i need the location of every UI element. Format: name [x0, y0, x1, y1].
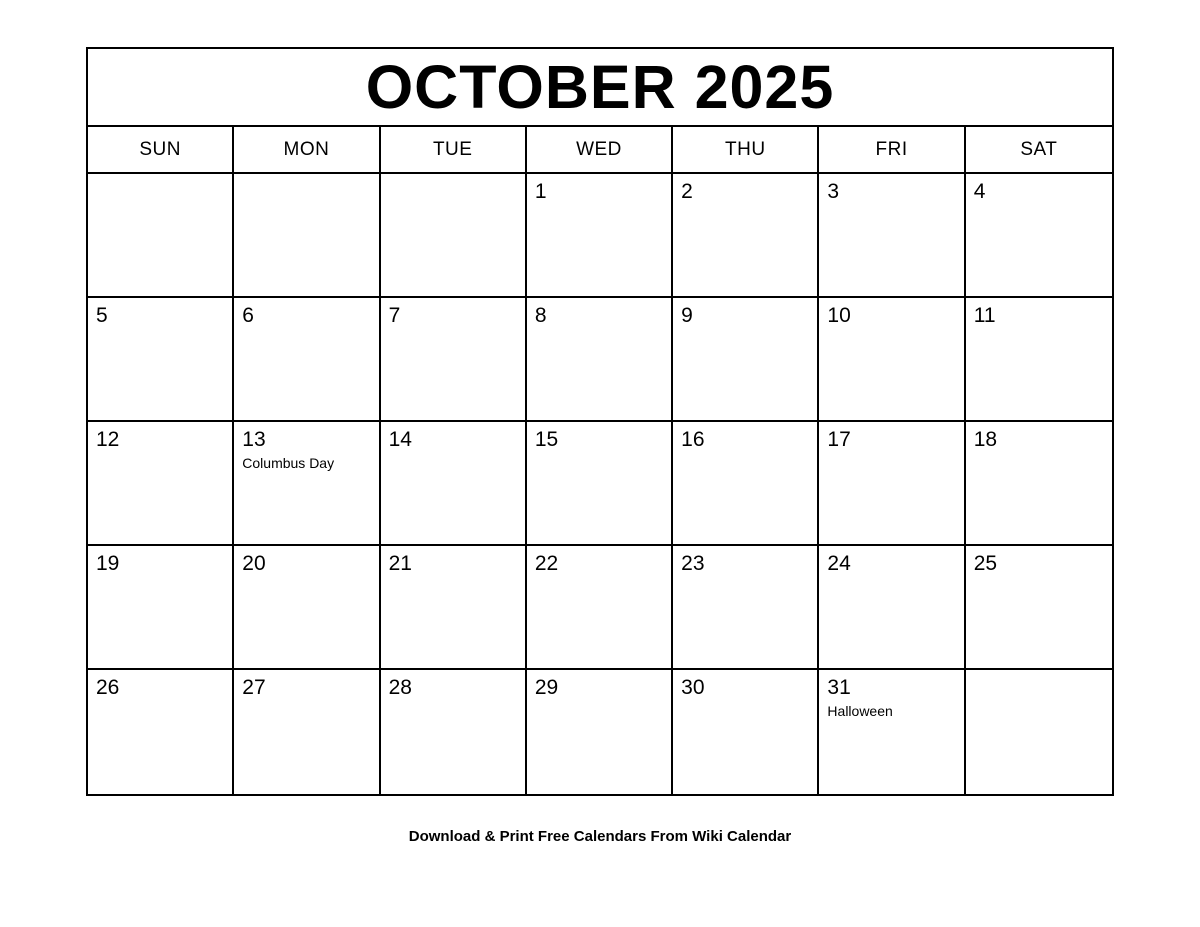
footer-credit	[0, 828, 1200, 845]
day-cell[interactable]	[381, 422, 527, 544]
day-cell[interactable]	[819, 422, 965, 544]
weekday-wed: WED	[527, 127, 673, 172]
day-cell[interactable]	[966, 298, 1112, 420]
day-cell[interactable]	[966, 670, 1112, 794]
day-number: 24	[827, 552, 851, 575]
weekday-header-row	[88, 127, 1112, 174]
weekday-thu: THU	[673, 127, 819, 172]
day-number: 21	[388, 552, 412, 575]
calendar-weeks	[88, 174, 1112, 794]
day-cell[interactable]	[527, 422, 673, 544]
day-number: 8	[534, 304, 547, 327]
day-number: 12	[96, 428, 120, 451]
day-number: 18	[973, 428, 998, 451]
day-number: 19	[96, 552, 120, 575]
week-row	[88, 298, 1112, 422]
day-number: 6	[242, 304, 254, 327]
day-cell[interactable]	[673, 546, 819, 668]
day-cell[interactable]	[88, 670, 234, 794]
day-cell[interactable]	[673, 174, 819, 296]
week-row	[88, 174, 1112, 298]
week-row	[88, 422, 1112, 546]
day-number: 13	[242, 428, 266, 451]
weekday-fri: FRI	[819, 127, 965, 172]
day-cell[interactable]	[966, 174, 1112, 296]
day-cell[interactable]	[527, 298, 673, 420]
day-cell[interactable]	[527, 546, 673, 668]
day-cell[interactable]	[234, 298, 380, 420]
day-number: 16	[681, 428, 705, 451]
day-cell[interactable]	[819, 174, 965, 296]
day-cell[interactable]	[88, 298, 234, 420]
day-cell[interactable]	[527, 174, 673, 296]
day-number: 14	[388, 428, 412, 451]
day-number: 10	[827, 304, 851, 327]
week-row	[88, 670, 1112, 794]
day-cell[interactable]	[819, 298, 965, 420]
day-number: 31	[827, 676, 851, 699]
day-number: 22	[534, 552, 559, 575]
day-cell[interactable]	[527, 670, 673, 794]
day-number: 26	[96, 676, 120, 699]
day-number: 23	[681, 552, 705, 575]
weekday-tue: TUE	[381, 127, 527, 172]
day-number: 15	[534, 428, 559, 451]
day-number: 17	[827, 428, 851, 451]
day-number: 9	[681, 304, 693, 327]
weekday-sun: SUN	[88, 127, 234, 172]
day-cell[interactable]	[234, 174, 380, 296]
day-event: Halloween	[827, 703, 893, 720]
day-cell[interactable]	[234, 546, 380, 668]
page-title: OCTOBER 2025	[365, 52, 835, 121]
day-number: 1	[534, 180, 547, 203]
day-number: 11	[973, 304, 996, 327]
day-cell[interactable]	[234, 422, 380, 544]
day-cell[interactable]	[966, 546, 1112, 668]
calendar-container	[86, 47, 1114, 796]
calendar-title-bar	[88, 49, 1112, 127]
day-number: 29	[534, 676, 559, 699]
week-row	[88, 546, 1112, 670]
day-event: Columbus Day	[242, 455, 335, 472]
day-cell[interactable]	[381, 174, 527, 296]
day-number: 4	[973, 180, 986, 203]
day-number: 30	[681, 676, 705, 699]
day-cell[interactable]	[381, 546, 527, 668]
day-cell[interactable]	[966, 422, 1112, 544]
day-cell[interactable]	[381, 298, 527, 420]
day-number: 27	[242, 676, 266, 699]
footer-lead-text: Download & Print Free Calendars From	[408, 828, 693, 845]
day-cell[interactable]	[819, 670, 965, 794]
day-number: 2	[681, 180, 693, 203]
day-number: 7	[388, 304, 401, 327]
day-number: 28	[388, 676, 412, 699]
footer-brand-link[interactable]: Wiki Calendar	[692, 828, 792, 845]
day-number: 20	[242, 552, 266, 575]
day-cell[interactable]	[673, 422, 819, 544]
day-cell[interactable]	[381, 670, 527, 794]
day-cell[interactable]	[673, 670, 819, 794]
day-number: 5	[96, 304, 108, 327]
day-cell[interactable]	[673, 298, 819, 420]
day-cell[interactable]	[88, 422, 234, 544]
day-cell[interactable]	[819, 546, 965, 668]
day-number: 3	[827, 180, 840, 203]
weekday-mon: MON	[234, 127, 380, 172]
day-cell[interactable]	[88, 546, 234, 668]
day-cell[interactable]	[234, 670, 380, 794]
day-cell[interactable]	[88, 174, 234, 296]
day-number: 25	[973, 552, 998, 575]
weekday-sat: SAT	[1020, 138, 1058, 160]
